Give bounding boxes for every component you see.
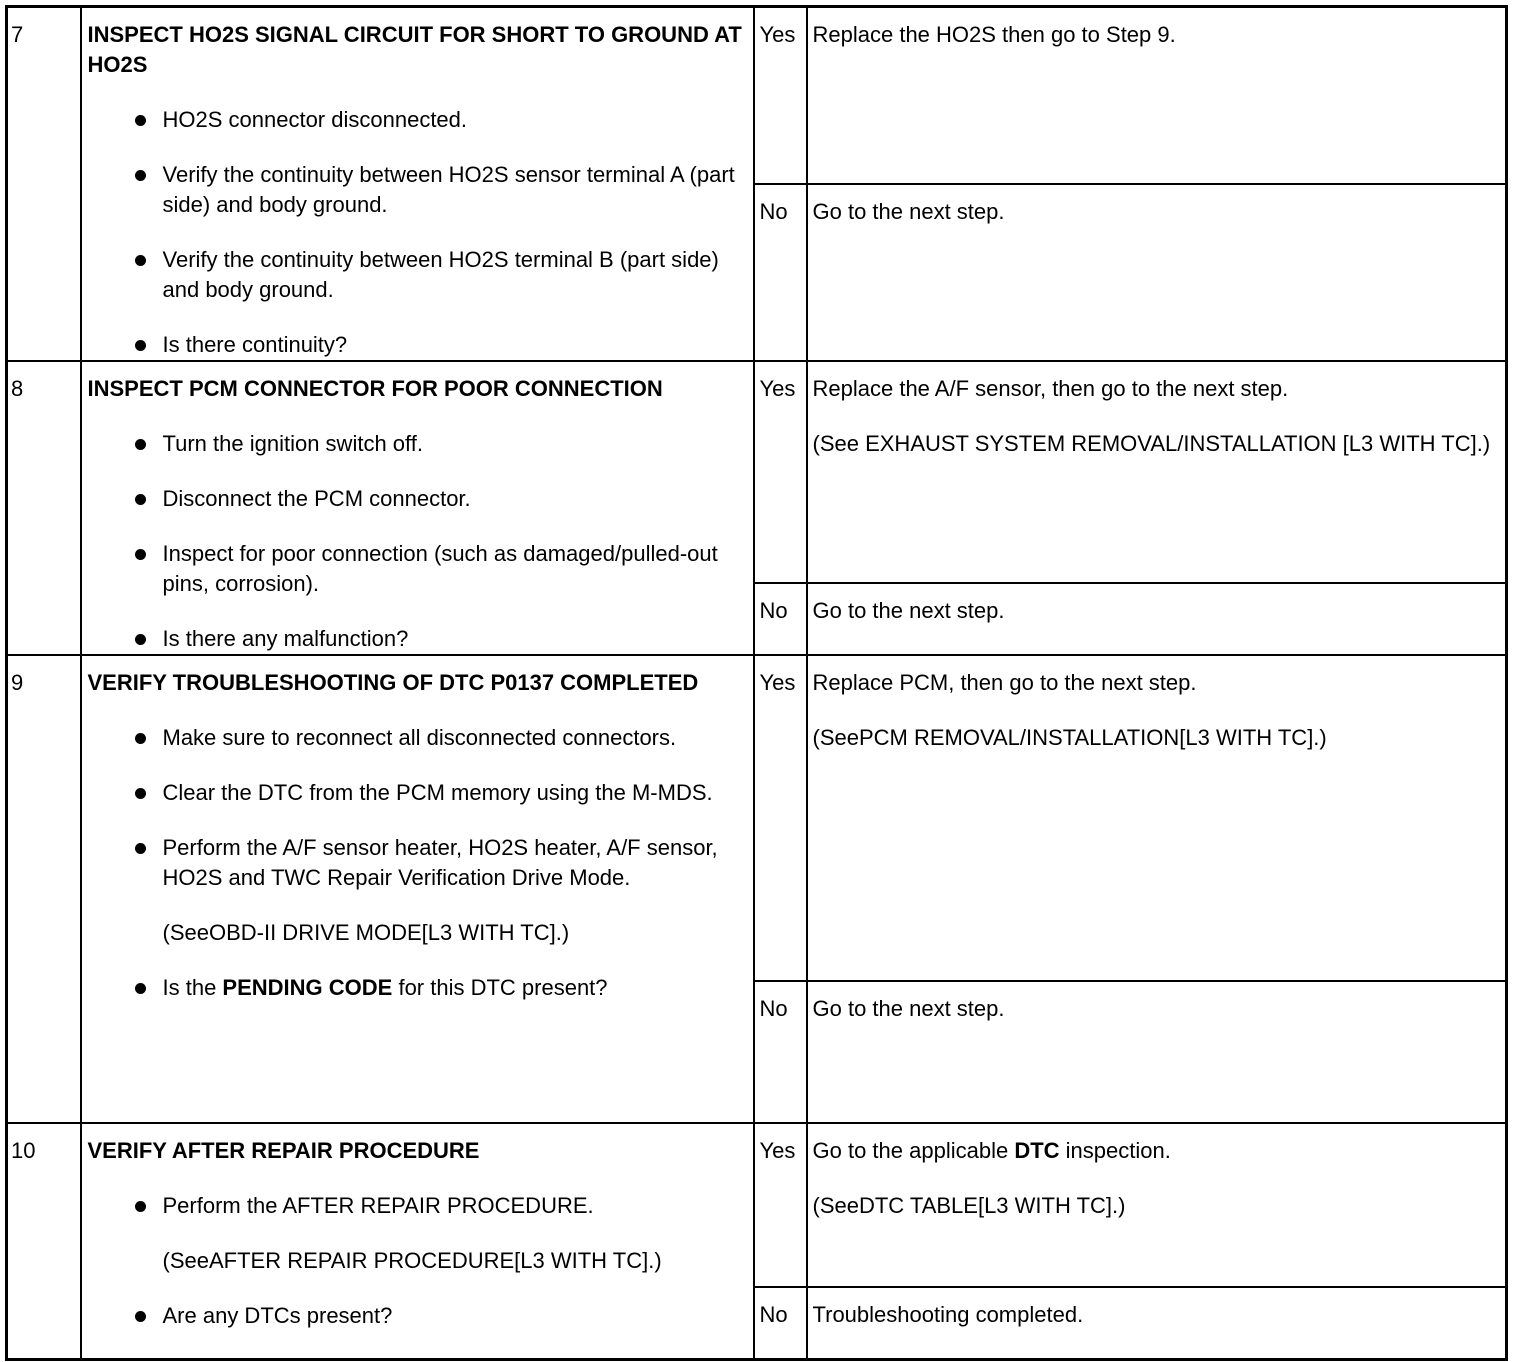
bullet-icon: [135, 340, 146, 351]
step-bullets: [88, 429, 743, 654]
step-action: [81, 655, 754, 1123]
bullet-icon: [135, 788, 146, 799]
bullet-icon: [135, 983, 146, 994]
step-title: INSPECT HO2S SIGNAL CIRCUIT FOR SHORT TO GROUND AT HO2S: [87, 22, 742, 77]
list-item: Turn the ignition switch off.: [88, 429, 743, 459]
no-label: No: [754, 184, 807, 361]
yes-label: Yes: [754, 655, 807, 981]
bullet-icon: [135, 170, 146, 181]
step-bullets: [88, 723, 743, 893]
reference-link[interactable]: (SeeDTC TABLE[L3 WITH TC].): [812, 1193, 1126, 1218]
bullet-icon: [135, 494, 146, 505]
list-item: Are any DTCs present?: [88, 1301, 743, 1331]
bullet-icon: [135, 1201, 146, 1212]
step-number: 10: [7, 1123, 81, 1359]
no-label: No: [754, 1287, 807, 1359]
bullet-icon: [135, 115, 146, 126]
step-bullets: [88, 105, 743, 360]
list-item: Verify the continuity between HO2S sensor terminal A (part side) and body ground.: [88, 160, 743, 220]
no-result: Go to the next step.: [807, 184, 1507, 361]
list-item: Verify the continuity between HO2S terminal B (part side) and body ground.: [88, 245, 743, 305]
reference-link[interactable]: (See EXHAUST SYSTEM REMOVAL/INSTALLATION [L3 WITH TC].): [812, 431, 1491, 456]
no-result: Troubleshooting completed.: [807, 1287, 1507, 1359]
troubleshooting-table: [5, 5, 1508, 1361]
step-number: 9: [7, 655, 81, 1123]
table-row-step-10: [7, 1123, 1507, 1287]
step-number: 8: [7, 361, 81, 655]
bullet-icon: [135, 549, 146, 560]
yes-result: Go to the applicable DTC inspection. (SeeDTC TABLE[L3 WITH TC].): [807, 1123, 1507, 1287]
bullet-icon: [135, 634, 146, 645]
table-row-step-9: [7, 655, 1507, 981]
yes-result: Replace the HO2S then go to Step 9.: [807, 7, 1507, 184]
step-number: 7: [7, 7, 81, 362]
list-item: HO2S connector disconnected.: [88, 105, 743, 135]
no-label: No: [754, 583, 807, 656]
list-item: Is there continuity?: [88, 330, 743, 360]
bullet-icon: [135, 733, 146, 744]
table-row-step-8: [7, 361, 1507, 583]
no-result: Go to the next step.: [807, 981, 1507, 1123]
yes-result: Replace PCM, then go to the next step. (SeePCM REMOVAL/INSTALLATION[L3 WITH TC].): [807, 655, 1507, 981]
no-result: Go to the next step.: [807, 583, 1507, 656]
step-action: [81, 7, 754, 362]
step-title: INSPECT PCM CONNECTOR FOR POOR CONNECTION: [87, 376, 663, 401]
list-item: Clear the DTC from the PCM memory using the M-MDS.: [88, 778, 743, 808]
reference-link[interactable]: (SeeAFTER REPAIR PROCEDURE[L3 WITH TC].): [162, 1248, 662, 1273]
step-action: [81, 1123, 754, 1359]
no-label: No: [754, 981, 807, 1123]
reference-link[interactable]: (SeePCM REMOVAL/INSTALLATION[L3 WITH TC].): [812, 725, 1327, 750]
list-item: Inspect for poor connection (such as damaged/pulled-out pins, corrosion).: [88, 539, 743, 599]
reference-link[interactable]: (SeeOBD-II DRIVE MODE[L3 WITH TC].): [162, 920, 570, 945]
bullet-icon: [135, 1311, 146, 1322]
yes-label: Yes: [754, 361, 807, 583]
step-bullets: [88, 1301, 743, 1331]
list-item: Disconnect the PCM connector.: [88, 484, 743, 514]
list-item: Perform the AFTER REPAIR PROCEDURE.: [88, 1191, 743, 1221]
table-row-step-7: [7, 7, 1507, 184]
list-item: Is the PENDING CODE for this DTC present?: [88, 973, 743, 1003]
bullet-icon: [135, 255, 146, 266]
yes-label: Yes: [754, 1123, 807, 1287]
step-title: VERIFY AFTER REPAIR PROCEDURE: [87, 1138, 480, 1163]
list-item: Perform the A/F sensor heater, HO2S heater, A/F sensor, HO2S and TWC Repair Verification Drive Mode.: [88, 833, 743, 893]
bullet-icon: [135, 843, 146, 854]
yes-label: Yes: [754, 7, 807, 184]
list-item: Is there any malfunction?: [88, 624, 743, 654]
step-bullets: [88, 973, 743, 1003]
bullet-icon: [135, 439, 146, 450]
yes-result: Replace the A/F sensor, then go to the next step. (See EXHAUST SYSTEM REMOVAL/INSTALLATION [L3 WITH TC].): [807, 361, 1507, 583]
step-title: VERIFY TROUBLESHOOTING OF DTC P0137 COMPLETED: [87, 670, 699, 695]
list-item: Make sure to reconnect all disconnected connectors.: [88, 723, 743, 753]
step-action: [81, 361, 754, 655]
step-bullets: [88, 1191, 743, 1221]
